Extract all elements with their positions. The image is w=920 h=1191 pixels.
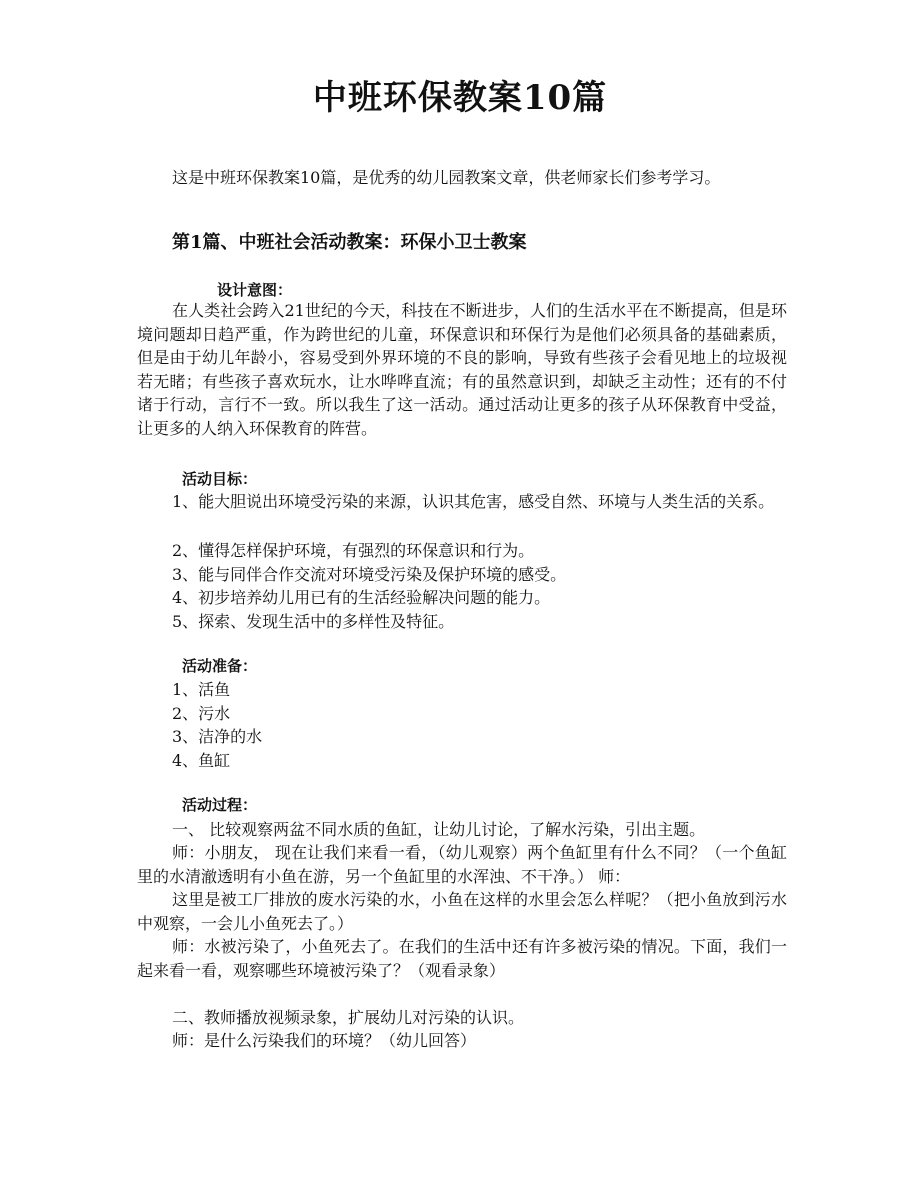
process-step-2-teacher: 师：是什么污染我们的环境？（幼儿回答） (172, 1031, 477, 1050)
design-intent-paragraph: 在人类社会跨入21世纪的今天，科技在不断进步，人们的生活水平在不断提高，但是环境问题却日趋严重，作为跨世纪的儿童，环保意识和环保行为是他们必须具备的基础素质，但是由于幼儿年龄小，容易受到外界环境的不良的影响，导致有些孩子会看见地上的垃圾视若无睹；有些孩子喜欢玩水，让水哗哗直流；有的虽然意识到，却缺乏主动性；还有的不付诸于行动，言行不一致。所以我生了这一活动。通过活动让更多的孩子从环保教育中受益，让更多的人纳入环保教育的阵营。 (137, 301, 787, 438)
section-heading: 第1篇、中班社会活动教案：环保小卫士教案 (172, 232, 527, 253)
prep-item-4: 4、鱼缸 (172, 751, 231, 770)
goal-item-5: 5、探索、发现生活中的多样性及特征。 (172, 612, 455, 631)
process-step-1: 一、 比较观察两盆不同水质的鱼缸，让幼儿讨论，了解水污染，引出主题。 (172, 820, 706, 839)
process-step-2: 二、教师播放视频录象，扩展幼儿对污染的认识。 (172, 1008, 525, 1027)
goal-item-3: 3、能与同伴合作交流对环境受污染及保护环境的感受。 (172, 565, 567, 584)
goal-item-2: 2、懂得怎样保护环境，有强烈的环保意识和行为。 (172, 541, 535, 560)
page-title: 中班环保教案10篇 (312, 78, 608, 118)
intro-paragraph: 这是中班环保教案10篇，是优秀的幼儿园教案文章，供老师家长们参考学习。 (172, 168, 721, 187)
prep-label: 活动准备： (182, 657, 258, 675)
prep-item-2: 2、污水 (172, 704, 231, 723)
process-paragraph-2: 师：小朋友， 现在让我们来看一看，（幼儿观察）两个鱼缸里有什么不同？（一个鱼缸里的水清澈透明有小鱼在游，另一个鱼缸里的水浑浊、不干净。） 师： (137, 843, 787, 886)
design-intent-label: 设计意图： (217, 281, 293, 299)
goal-item-4: 4、初步培养幼儿用已有的生活经验解决问题的能力。 (172, 588, 551, 607)
process-paragraph-4: 师：水被污染了，小鱼死去了。在我们的生活中还有许多被污染的情况。下面，我们一起来看一看，观察哪些环境被污染了？（观看录象） (137, 937, 787, 980)
goal-item-1: 1、能大胆说出环境受污染的来源，认识其危害，感受自然、环境与人类生活的关系。 (172, 492, 775, 511)
prep-item-3: 3、洁净的水 (172, 727, 263, 746)
process-paragraph-3: 这里是被工厂排放的废水污染的水，小鱼在这样的水里会怎么样呢？（把小鱼放到污水中观察，一会儿小鱼死去了。） (137, 890, 787, 933)
process-label: 活动过程： (182, 796, 258, 814)
goals-label: 活动目标： (182, 470, 258, 488)
prep-item-1: 1、活鱼 (172, 680, 231, 699)
